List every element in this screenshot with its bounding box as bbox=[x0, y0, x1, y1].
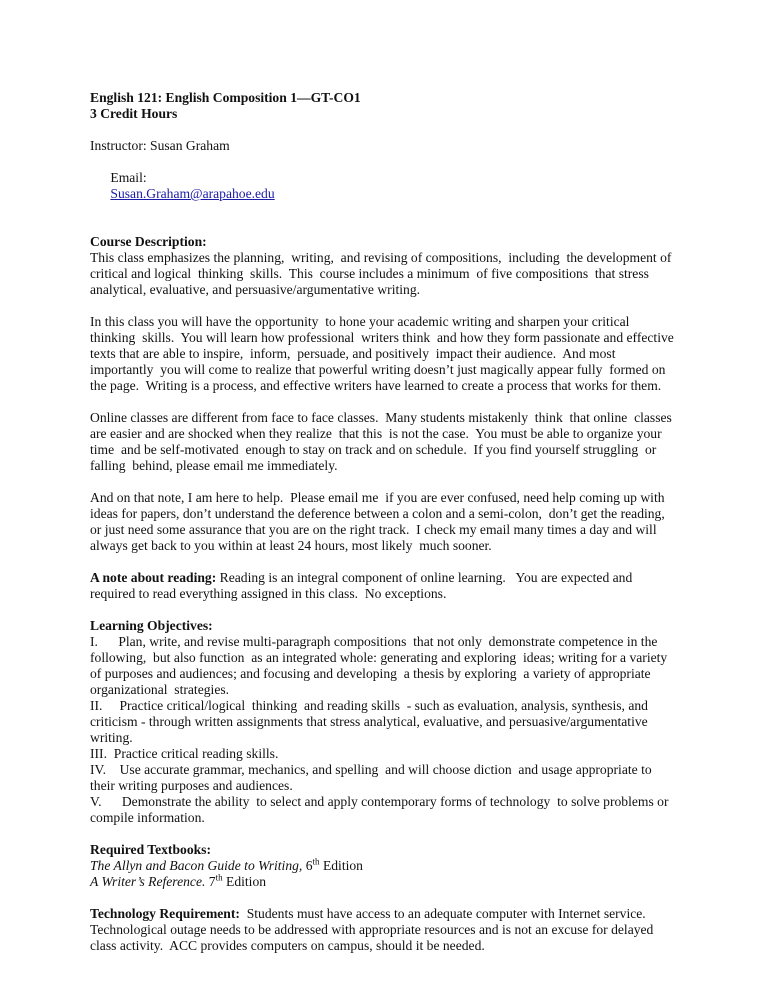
technology-heading: Technology Requirement: bbox=[90, 906, 240, 921]
paragraph-line: the page. Writing is a process, and effective writers have learned to create a process that works for them. bbox=[90, 378, 662, 393]
reading-note bbox=[90, 570, 688, 602]
paragraph-line: ideas for papers, don’t understand the deference between a colon and a semi-colon, don’t get the reading, bbox=[90, 506, 665, 521]
objective-line: their writing purposes and audiences. bbox=[90, 778, 293, 793]
instructor-name: Instructor: Susan Graham bbox=[90, 138, 230, 153]
email-line bbox=[90, 154, 688, 218]
paragraph-line: In this class you will have the opportunity to hone your academic writing and sharpen your critical bbox=[90, 314, 630, 329]
paragraph-line: time and be self-motivated enough to stay on track and on schedule. If you find yourself struggling or bbox=[90, 442, 657, 457]
textbook-1-edition: Edition bbox=[319, 858, 363, 873]
reading-note-heading: A note about reading: bbox=[90, 570, 217, 585]
objective-line: organizational strategies. bbox=[90, 682, 230, 697]
email-label: Email: bbox=[110, 170, 147, 185]
credit-hours: 3 Credit Hours bbox=[90, 106, 178, 121]
technology-line: Technological outage needs to be addressed with appropriate resources and is not an excuse for delayed bbox=[90, 922, 654, 937]
paragraph-line: always get back to you within at least 24 hours, most likely much sooner. bbox=[90, 538, 492, 553]
objective-line: III. Practice critical reading skills. bbox=[90, 746, 279, 761]
paragraph-line: Online classes are different from face to face classes. Many students mistakenly think that online classes bbox=[90, 410, 672, 425]
objective-line: writing. bbox=[90, 730, 133, 745]
textbook-1-edition-number: 6 bbox=[302, 858, 313, 873]
objective-line: V. Demonstrate the ability to select and apply contemporary forms of technology to solve problems or bbox=[90, 794, 669, 809]
textbook-2-edition: Edition bbox=[222, 874, 267, 889]
description-line: critical and logical thinking skills. This course includes a minimum of five compositions that stress bbox=[90, 266, 649, 281]
paragraph-line: importantly you will come to realize that powerful writing doesn’t just magically appear fully formed on bbox=[90, 362, 666, 377]
textbooks-heading: Required Textbooks: bbox=[90, 842, 211, 857]
course-header bbox=[90, 90, 688, 122]
learning-objectives-heading: Learning Objectives: bbox=[90, 618, 213, 633]
course-description-heading: Course Description: bbox=[90, 234, 207, 249]
paragraph-line: are easier and are shocked when they realize that this is not the case. You must be able to organize your bbox=[90, 426, 662, 441]
email-link[interactable]: Susan.Graham@arapahoe.edu bbox=[110, 186, 275, 201]
textbook-2-ordinal: th bbox=[215, 872, 223, 883]
paragraph-line: or just need some assurance that you are on the right track. I check my email many times a day and will bbox=[90, 522, 657, 537]
reading-note-line: required to read everything assigned in this class. No exceptions. bbox=[90, 586, 447, 601]
objective-line: compile information. bbox=[90, 810, 205, 825]
paragraph-opportunity bbox=[90, 314, 688, 394]
description-line: analytical, evaluative, and persuasive/argumentative writing. bbox=[90, 282, 421, 297]
textbook-1 bbox=[90, 858, 688, 874]
paragraph-help bbox=[90, 490, 688, 554]
paragraph-online-classes bbox=[90, 410, 688, 474]
reading-note-text: Reading is an integral component of online learning. You are expected and bbox=[216, 570, 633, 585]
objective-line: following, but also function as an integrated whole: generating and exploring ideas; writing for a variety bbox=[90, 650, 668, 665]
instructor-info bbox=[90, 138, 688, 218]
objective-line: II. Practice critical/logical thinking and reading skills - such as evaluation, analysis, synthesis, and bbox=[90, 698, 648, 713]
paragraph-line: And on that note, I am here to help. Please email me if you are ever confused, need help coming up with bbox=[90, 490, 665, 505]
objective-line: criticism - through written assignments that stress analytical, evaluative, and persuasive/argumentative bbox=[90, 714, 648, 729]
paragraph-line: texts that are able to inspire, inform, persuade, and positively impact their audience. And most bbox=[90, 346, 616, 361]
objective-line: I. Plan, write, and revise multi-paragraph compositions that not only demonstrate competence in the bbox=[90, 634, 658, 649]
objective-line: of purposes and audiences; and focusing and developing a thesis by exploring a variety of appropriate bbox=[90, 666, 651, 681]
textbook-1-ordinal: th bbox=[312, 856, 320, 867]
textbook-2 bbox=[90, 874, 688, 890]
paragraph-line: thinking skills. You will learn how professional writers think and how they form passionate and effective bbox=[90, 330, 674, 345]
technology-line bbox=[90, 906, 688, 922]
objective-line: IV. Use accurate grammar, mechanics, and spelling and will choose diction and usage appropriate to bbox=[90, 762, 652, 777]
required-textbooks bbox=[90, 842, 688, 890]
description-line: This class emphasizes the planning, writing, and revising of compositions, including the development of bbox=[90, 250, 672, 265]
technology-requirement bbox=[90, 906, 688, 954]
course-title: English 121: English Composition 1—GT-CO1 bbox=[90, 90, 361, 105]
course-description bbox=[90, 234, 688, 298]
paragraph-line: falling behind, please email me immediately. bbox=[90, 458, 338, 473]
syllabus-page bbox=[90, 90, 688, 970]
textbook-2-title: A Writer’s Reference. bbox=[90, 874, 206, 889]
reading-note-line bbox=[90, 570, 688, 586]
textbook-2-edition-number: 7 bbox=[205, 874, 216, 889]
technology-line: class activity. ACC provides computers on campus, should it be needed. bbox=[90, 938, 485, 953]
textbook-1-title: The Allyn and Bacon Guide to Writing, bbox=[90, 858, 303, 873]
learning-objectives bbox=[90, 618, 688, 826]
technology-text: Students must have access to an adequate computer with Internet service. bbox=[239, 906, 646, 921]
